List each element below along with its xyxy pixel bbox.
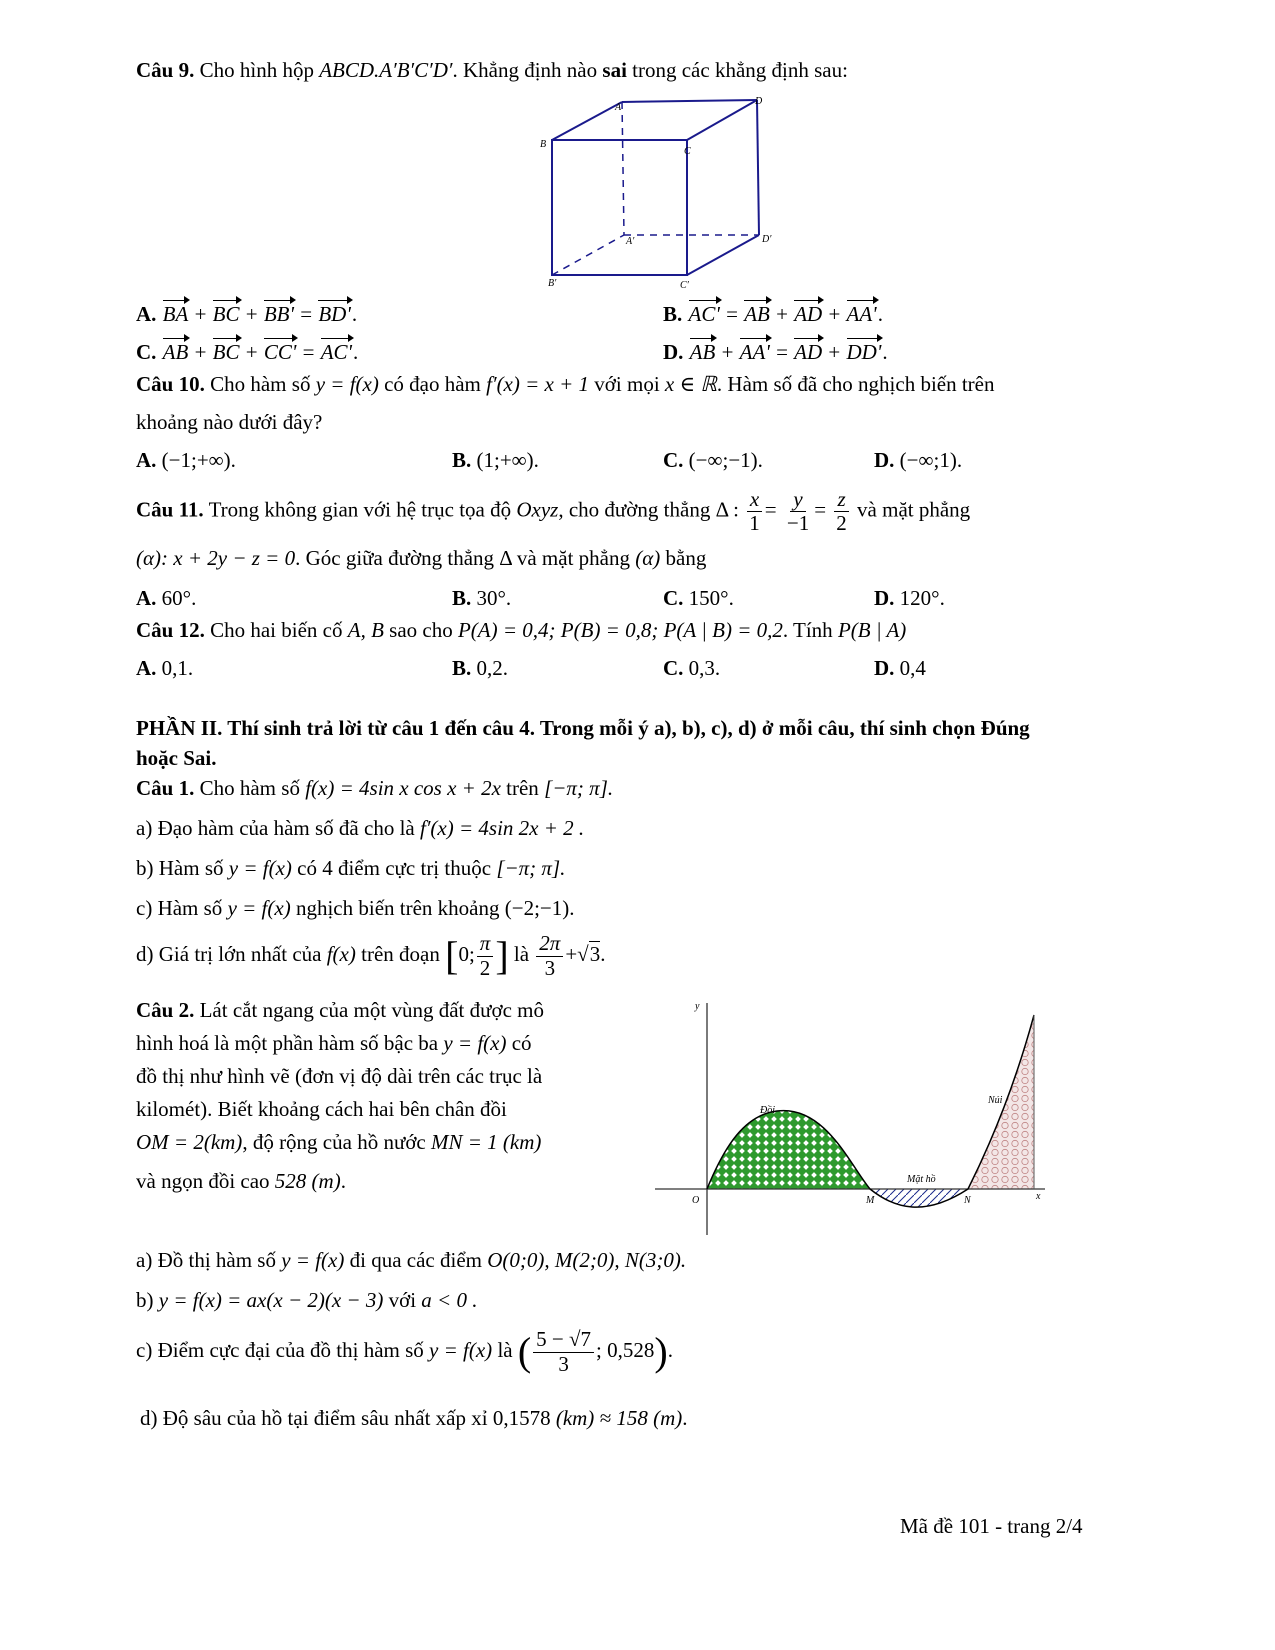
paren: ( — [517, 1329, 532, 1374]
item-text: a) Đạo hàm của hàm số đã cho là — [136, 816, 415, 840]
q10-text: . Hàm số đã cho nghịch biến trên — [716, 372, 995, 396]
cube-label-a2: A′ — [626, 236, 635, 247]
cube-label-a: A — [615, 102, 622, 113]
p2q2-text: , độ rộng của hồ nước — [242, 1130, 426, 1154]
graph-label-n: N — [964, 1195, 971, 1206]
item-text: c) Hàm số — [136, 896, 223, 920]
q12-probs: P(A) = 0,4; P(B) = 0,8; P(A | B) = 0,2 — [457, 618, 783, 642]
q11-stem-2 — [136, 546, 706, 571]
denominator: 1 — [749, 511, 760, 536]
option-label: A. — [136, 448, 157, 472]
option-value: 0,4 — [899, 656, 926, 680]
numerator: z — [834, 488, 848, 512]
vector: AB — [744, 302, 770, 326]
option-label: A. — [136, 302, 157, 326]
item-math: y = f(x) — [228, 856, 292, 880]
option-label: A. — [136, 656, 157, 680]
item-math: y = f(x) — [281, 1248, 345, 1272]
q12-option-d — [874, 656, 926, 681]
option-value: 60°. — [161, 586, 197, 610]
cube-label-c: C — [684, 146, 691, 157]
option-label: D. — [874, 656, 895, 680]
q12-text: sao cho — [389, 618, 453, 642]
item-math: [−π; π]. — [496, 856, 566, 880]
p2q2-text: và ngọn đồi cao — [136, 1169, 270, 1193]
option-label: D. — [874, 448, 895, 472]
fraction — [536, 932, 563, 979]
item-math: f(x) — [326, 941, 356, 966]
q10-func: y = f(x) — [315, 372, 379, 396]
vector: BC — [212, 302, 240, 326]
item-text: nghịch biến trên khoảng — [295, 896, 500, 920]
option-label: B. — [452, 448, 472, 472]
q10-text: với mọi — [594, 372, 660, 396]
p2q1-label: Câu 1. — [136, 776, 195, 800]
q9-text-c: trong các khẳng định sau: — [632, 58, 848, 82]
item-math: f′(x) = 4sin 2x + 2 . — [419, 816, 585, 840]
option-value: 0,3. — [688, 656, 721, 680]
q11-option-b — [452, 586, 511, 611]
p2q2-math: OM = 2(km) — [136, 1130, 243, 1154]
p2q1-func: f(x) = 4sin x cos x + 2x — [305, 776, 501, 800]
vector: AA' — [739, 340, 770, 364]
item-math: ; 0,528 — [596, 1337, 655, 1362]
q12-ask: P(B | A) — [837, 618, 907, 642]
numerator: π — [477, 932, 494, 956]
option-label: B. — [452, 586, 472, 610]
option-label: D. — [663, 340, 684, 364]
option-label: C. — [663, 448, 684, 472]
vector: AC' — [320, 340, 353, 364]
option-label: B. — [452, 656, 472, 680]
item-text: c) Điểm cực đại của đồ thị hàm số — [136, 1337, 424, 1362]
q12-events: A, B — [347, 618, 384, 642]
p2q1-text: trên — [506, 776, 539, 800]
item-math: y = f(x) — [429, 1337, 493, 1362]
q9-option-b: B. AC' = AB + AD + AA'. — [663, 302, 883, 326]
option-label: B. — [663, 302, 683, 326]
numerator: 5 − √7 — [533, 1328, 594, 1352]
q11-option-a — [136, 586, 196, 611]
bracket: [ — [445, 933, 459, 978]
vector: AB — [162, 340, 189, 364]
paren: ) — [654, 1329, 668, 1374]
q11-alpha: (α) — [635, 546, 661, 570]
q10-deriv: f′(x) = x + 1 — [486, 372, 590, 396]
p2q2-text: hình hoá là một phần hàm số bậc ba — [136, 1031, 439, 1055]
p2q2-label: Câu 2. — [136, 998, 195, 1022]
q11-system: Oxyz — [516, 497, 559, 522]
item-text: trên đoạn — [361, 941, 440, 966]
page-footer: Mã đề 101 - trang 2/4 — [900, 1514, 1083, 1538]
fraction — [833, 488, 850, 535]
q10-stem-2: khoảng nào dưới đây? — [136, 410, 323, 434]
denominator: 2 — [836, 511, 847, 536]
q9-option-c: C. AB + BC + CC' = AC'. — [136, 340, 359, 364]
denominator: 2 — [479, 955, 491, 980]
p2q1-interval: [−π; π]. — [544, 776, 614, 800]
vector: BD' — [318, 302, 351, 326]
p2q2-line4: kilomét). Biết khoảng cách hai bên chân đồi — [136, 1097, 507, 1121]
item-math: a < 0 . — [421, 1288, 478, 1312]
q11-option-d — [874, 586, 945, 611]
p2q2-item-d — [140, 1406, 687, 1431]
graph-label-x: x — [1036, 1191, 1041, 1202]
option-label: A. — [136, 586, 157, 610]
vector: BB' — [263, 302, 295, 326]
cube-label-b: B — [540, 139, 547, 150]
q9-text-b: . Khẳng định nào — [452, 58, 598, 82]
q12-option-a — [136, 656, 193, 681]
numerator: 2π — [536, 932, 563, 956]
q11-stem: Câu 11. Trong không gian với hệ trục tọa độ Oxyz, cho đường thẳng Δ : $\frac{x}{1}$ = $\frac{y}{-1}$ = $\frac{z}{2}$ và mặt phẳng — [136, 487, 971, 536]
option-value: (−∞;1) — [899, 448, 957, 472]
denominator: 3 — [544, 955, 556, 980]
item-math: . — [600, 941, 606, 966]
fraction — [477, 932, 494, 979]
item-math: + — [565, 941, 578, 966]
item-text: d) Độ sâu của hồ tại điểm sâu nhất xấp xỉ 0,1578 — [140, 1406, 551, 1430]
item-math: y = f(x) — [227, 896, 291, 920]
q9-label: Câu 9. — [136, 58, 195, 82]
q10-stem — [136, 372, 995, 397]
p2q1-item-b — [136, 856, 565, 881]
p2q2-line6 — [136, 1169, 346, 1194]
item-text: điểm cực trị thuộc — [337, 856, 492, 880]
q12-option-c — [663, 656, 720, 681]
denominator: 3 — [558, 1351, 569, 1376]
q10-option-b: B. (1;+∞). — [452, 448, 539, 472]
p2q1-text: Cho hàm số — [199, 776, 300, 800]
item-text: b) — [136, 1288, 154, 1312]
cube-label-d: D — [755, 96, 763, 107]
graph-label-lake: Mặt hồ — [907, 1174, 936, 1185]
bracket: ] — [495, 933, 509, 978]
graph-label-mountain: Núi — [988, 1095, 1003, 1106]
q9-emph: sai — [602, 58, 627, 82]
q11-text: . Góc giữa đường thẳng Δ và mặt phẳng — [295, 546, 630, 570]
p2q2-line5 — [136, 1130, 541, 1155]
p2q2-line3: đồ thị như hình vẽ (đơn vị độ dài trên các trục là — [136, 1064, 543, 1088]
q11-plane: (α): x + 2y − z = 0 — [136, 546, 296, 570]
item-text: đi qua các điểm — [349, 1248, 482, 1272]
graph-label-o: O — [692, 1195, 700, 1206]
item-text: là — [513, 941, 530, 966]
graph-label-y: y — [695, 1001, 700, 1012]
p2q1-item-c — [136, 896, 575, 921]
option-value: 30°. — [476, 586, 512, 610]
item-text: a) Đồ thị hàm số — [136, 1248, 276, 1272]
q9-option-a: A. BA + BC + BB' = BD'. — [136, 302, 358, 326]
p2q2-text: Lát cắt ngang của một vùng đất được mô — [199, 998, 544, 1022]
option-value: (−∞;−1) — [688, 448, 758, 472]
option-value: (−1;+∞) — [161, 448, 231, 472]
q11-delta: Δ : — [715, 497, 740, 522]
option-value: 0,1. — [161, 656, 194, 680]
item-math: (km) ≈ 158 (m) — [555, 1406, 683, 1430]
q11-text: bằng — [665, 546, 707, 570]
q9-stem — [136, 58, 848, 83]
option-label: D. — [874, 586, 895, 610]
vector: AB — [689, 340, 716, 364]
item-text: với — [388, 1288, 417, 1312]
cube-label-c2: C′ — [680, 280, 689, 291]
numerator: x — [747, 488, 762, 512]
item-math: O(0;0), M(2;0), N(3;0). — [487, 1248, 687, 1272]
q12-text: . Tính — [782, 618, 833, 642]
graph-label-m: M — [866, 1195, 875, 1206]
fraction — [746, 488, 763, 535]
q10-option-a: A. (−1;+∞). — [136, 448, 236, 472]
vector: BC — [212, 340, 240, 364]
p2q2-math: 528 (m) — [274, 1169, 341, 1193]
fraction — [784, 488, 812, 535]
p2q2-item-b — [136, 1288, 477, 1313]
q11-option-c — [663, 586, 734, 611]
numerator: y — [790, 488, 805, 512]
q12-text: Cho hai biến cố — [210, 618, 343, 642]
vector: AD — [794, 302, 823, 326]
item-math: (−2;−1). — [504, 896, 575, 920]
item-text: là — [497, 1337, 513, 1362]
item-math: 0; — [458, 941, 475, 966]
part2-heading-line1: PHẦN II. Thí sinh trả lời từ câu 1 đến câu 4. Trong mỗi ý a), b), c), d) ở mỗi câu, thí sinh chọn Đúng — [136, 716, 1030, 740]
item-math: 3 — [589, 941, 601, 966]
option-value: 150°. — [688, 586, 734, 610]
q12-option-b — [452, 656, 508, 681]
item-math: 4 — [322, 856, 333, 880]
q11-label: Câu 11. — [136, 497, 204, 522]
item-math: y = f(x) = ax(x − 2)(x − 3) — [158, 1288, 384, 1312]
part2-heading-line2: hoặc Sai. — [136, 746, 217, 770]
p2q2-item-c: c) Điểm cực đại của đồ thị hàm số y = f(x) là ( $\frac{5 - √7}{3}$ ; 0,528). — [136, 1327, 673, 1376]
q11-text: và mặt phẳng — [857, 497, 971, 522]
item-text: . — [682, 1406, 688, 1430]
fraction — [533, 1328, 594, 1375]
denominator: −1 — [786, 511, 810, 536]
q11-text: Trong không gian với hệ trục tọa độ — [208, 497, 512, 522]
q9-option-d: D. AB + AA' = AD + DD'. — [663, 340, 888, 364]
cube-label-b2: B′ — [548, 278, 557, 289]
q11-text: , cho đường thẳng — [558, 497, 711, 522]
q10-option-d: D. (−∞;1). — [874, 448, 963, 472]
vector: DD' — [846, 340, 882, 364]
p2q2-math: MN = 1 (km) — [431, 1130, 542, 1154]
vector: CC' — [263, 340, 297, 364]
q10-text: có đạo hàm — [384, 372, 481, 396]
item-text: b) Hàm số — [136, 856, 224, 880]
p2q2-line2 — [136, 1031, 532, 1056]
p2q1-stem — [136, 776, 613, 801]
terrain-graph — [650, 995, 1050, 1240]
q12-label: Câu 12. — [136, 618, 205, 642]
p2q2-math: y = f(x) — [443, 1031, 507, 1055]
option-value: (1;+∞) — [476, 448, 534, 472]
item-text: có — [297, 856, 317, 880]
p2q2-text: . — [340, 1169, 346, 1193]
vector: AA' — [846, 302, 877, 326]
option-label: C. — [663, 656, 684, 680]
vector: AC' — [688, 302, 720, 326]
q10-option-c: C. (−∞;−1). — [663, 448, 763, 472]
q9-text-a: Cho hình hộp — [199, 58, 314, 82]
option-value: 0,2. — [476, 656, 509, 680]
p2q2-text: có — [511, 1031, 532, 1055]
q12-stem — [136, 618, 906, 643]
cube-label-d2: D′ — [762, 234, 772, 245]
p2q1-item-a — [136, 816, 584, 841]
item-text: d) Giá trị lớn nhất của — [136, 941, 322, 966]
graph-label-hill: Đồi — [760, 1105, 775, 1116]
hill-region — [707, 1111, 870, 1189]
q10-domain: x ∈ ℝ — [664, 372, 717, 396]
q10-label: Câu 10. — [136, 372, 205, 396]
cube-figure — [530, 92, 780, 292]
option-label: C. — [663, 586, 684, 610]
p2q2-line1 — [136, 998, 544, 1023]
p2q2-item-a — [136, 1248, 686, 1273]
q10-text: Cho hàm số — [210, 372, 311, 396]
option-label: C. — [136, 340, 157, 364]
vector: AD — [794, 340, 823, 364]
q9-solid: ABCD.A′B′C′D′ — [319, 58, 453, 82]
vector: BA — [162, 302, 189, 326]
p2q1-item-d: d) Giá trị lớn nhất của f(x) trên đoạn [0; $\frac{\pi}{2}$ ] là $\frac{2\pi}{3}$ +√3. — [136, 931, 606, 980]
option-value: 120°. — [899, 586, 945, 610]
